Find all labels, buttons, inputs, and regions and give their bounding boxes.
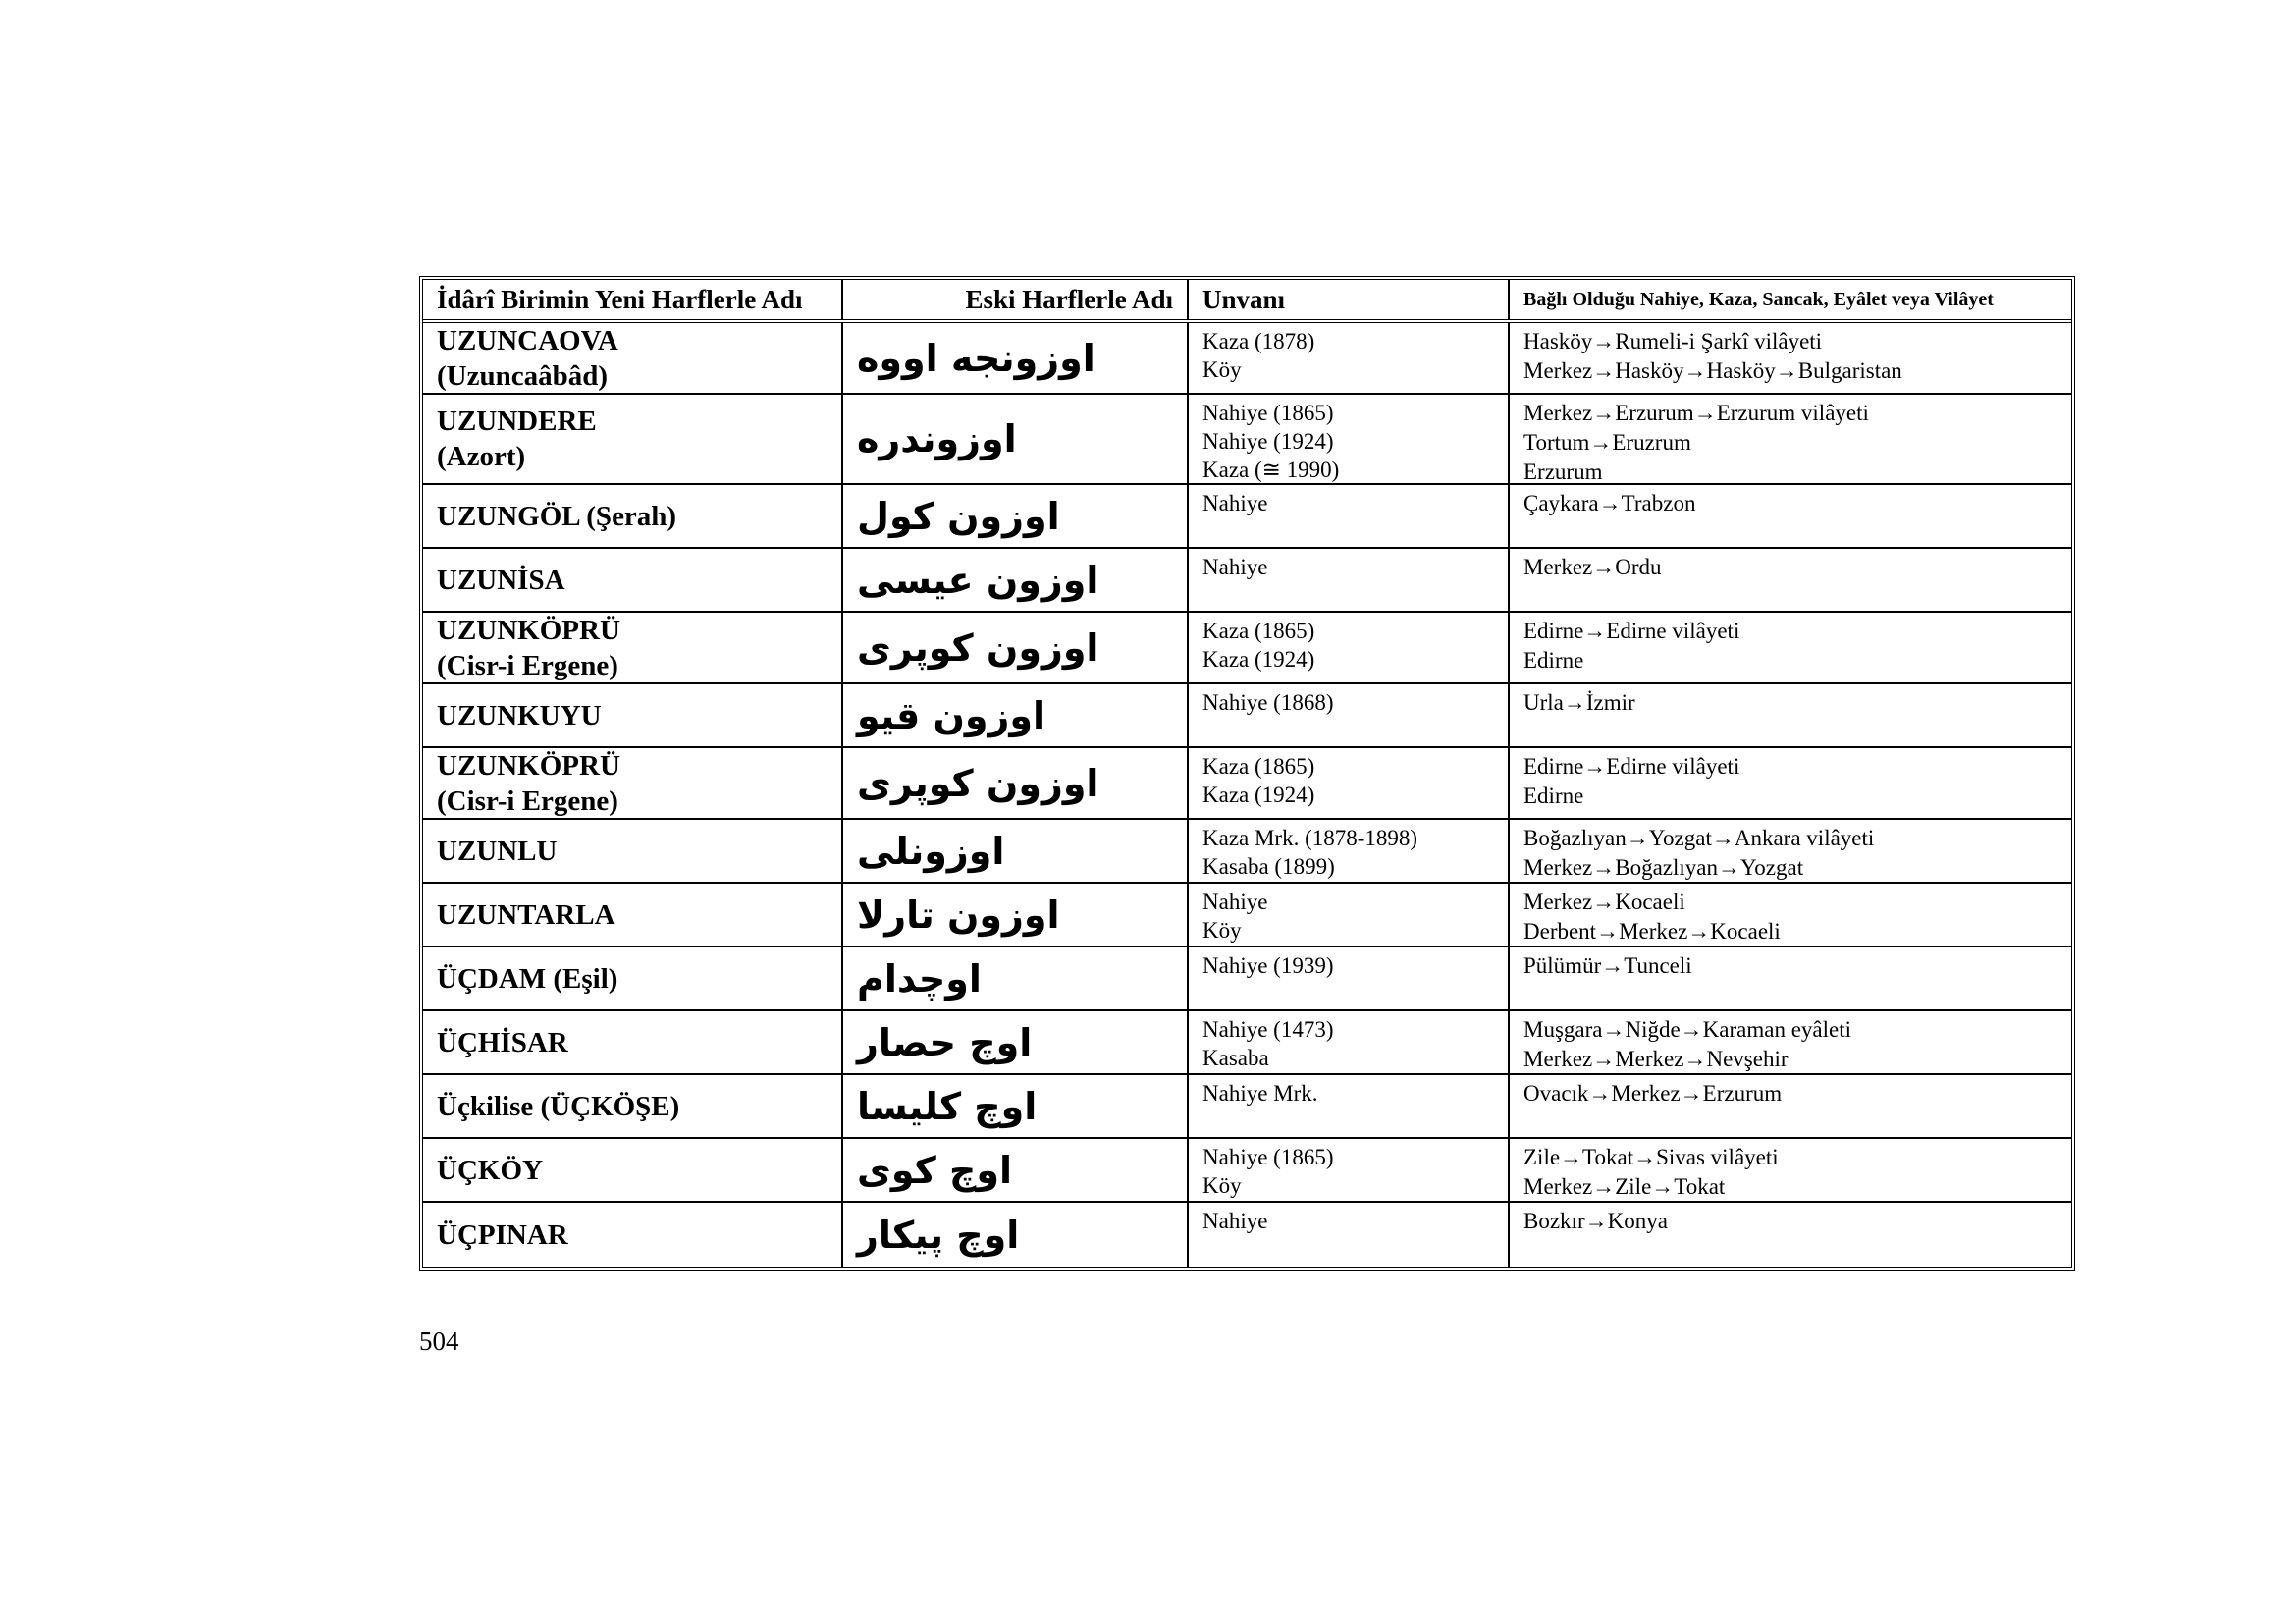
unit-title: Kaza (1865) [1202, 754, 1315, 779]
unit-name-cell [423, 820, 843, 882]
unit-title: Nahiye (1924) [1202, 429, 1334, 454]
old-name-cell: اوچدام [843, 947, 1189, 1009]
affiliation-cell [1510, 323, 2071, 393]
title-cell [1189, 1075, 1510, 1137]
title-cell [1189, 613, 1510, 682]
header-title: Unvanı [1189, 280, 1510, 319]
unit-title: Nahiye [1202, 890, 1268, 914]
affiliation-path: Ovacık→Merkez→Erzurum [1523, 1081, 1783, 1106]
table-row [423, 1011, 2071, 1075]
unit-title: Köy [1202, 918, 1242, 943]
unit-title: Kasaba (1899) [1202, 854, 1335, 879]
affiliation-cell [1510, 613, 2071, 682]
table-row [423, 395, 2071, 485]
old-name-cell: اوزون كوپرى [843, 613, 1189, 682]
affiliation-cell [1510, 549, 2071, 611]
table-row [423, 1203, 2071, 1267]
unit-title: Nahiye [1202, 491, 1268, 515]
unit-title: Kaza (1924) [1202, 647, 1315, 672]
affiliation-path: Edirne [1523, 784, 1584, 808]
unit-title: Nahiye Mrk. [1202, 1081, 1318, 1106]
unit-title: Nahiye [1202, 1209, 1268, 1233]
title-cell [1189, 1203, 1510, 1267]
unit-name: UZUNKUYU [437, 699, 602, 731]
unit-name-cell [423, 1011, 843, 1073]
unit-name: UZUNKÖPRÜ [437, 614, 620, 646]
affiliation-cell [1510, 485, 2071, 547]
affiliation-cell [1510, 1011, 2071, 1073]
affiliation-path: Edirne→Edirne vilâyeti [1523, 754, 1740, 779]
affiliation-path: Merkez→Hasköy→Hasköy→Bulgaristan [1523, 358, 1902, 383]
old-name-cell: اوچ كوى [843, 1139, 1189, 1201]
table-row [423, 947, 2071, 1011]
table-row [423, 323, 2071, 395]
unit-title: Nahiye (1939) [1202, 953, 1334, 978]
title-cell [1189, 1011, 1510, 1073]
affiliation-path: Bozkır→Konya [1523, 1209, 1668, 1233]
unit-title: Nahiye (1865) [1202, 401, 1334, 425]
unit-name: UZUNGÖL (Şerah) [437, 500, 677, 532]
unit-title: Nahiye [1202, 555, 1268, 579]
old-name-cell: اوزونلى [843, 820, 1189, 882]
title-cell [1189, 884, 1510, 946]
unit-name-cell [423, 549, 843, 611]
unit-name-cell [423, 613, 843, 682]
table-header-row [423, 280, 2071, 323]
unit-name: ÜÇDAM (Eşil) [437, 962, 618, 995]
unit-name: UZUNKÖPRÜ [437, 749, 620, 782]
affiliation-path: Merkez→Merkez→Nevşehir [1523, 1047, 1789, 1071]
unit-name-cell [423, 884, 843, 946]
unit-name-cell [423, 1139, 843, 1201]
title-cell [1189, 485, 1510, 547]
table-row [423, 820, 2071, 884]
affiliation-cell [1510, 684, 2071, 746]
unit-title: Kasaba [1202, 1046, 1269, 1070]
unit-title: Nahiye (1865) [1202, 1145, 1334, 1169]
affiliation-cell [1510, 1139, 2071, 1201]
affiliation-cell [1510, 820, 2071, 882]
title-cell [1189, 748, 1510, 818]
old-name-cell: اوچ پيكار [843, 1203, 1189, 1267]
table-row [423, 485, 2071, 549]
table-row [423, 1075, 2071, 1139]
unit-title: Kaza Mrk. (1878-1898) [1202, 826, 1418, 850]
affiliation-path: Merkez→Erzurum→Erzurum vilâyeti [1523, 401, 1869, 425]
affiliation-path: Zile→Tokat→Sivas vilâyeti [1523, 1145, 1779, 1169]
settlement-table [419, 276, 2075, 1271]
affiliation-cell [1510, 947, 2071, 1009]
unit-name: ÜÇPINAR [437, 1218, 568, 1251]
unit-name-cell [423, 947, 843, 1009]
table-body [423, 323, 2071, 1267]
unit-name: UZUNDERE [437, 406, 597, 437]
old-name-cell: اوزون كوپرى [843, 748, 1189, 818]
unit-name-cell [423, 485, 843, 547]
table-row [423, 684, 2071, 748]
unit-title: Köy [1202, 357, 1242, 382]
unit-title: Köy [1202, 1173, 1242, 1198]
unit-name: ÜÇKÖY [437, 1154, 543, 1186]
affiliation-path: Merkez→Boğazlıyan→Yozgat [1523, 855, 1804, 880]
old-name-cell: اوچ كليسا [843, 1075, 1189, 1137]
table-row [423, 549, 2071, 613]
table-row [423, 748, 2071, 820]
unit-name: UZUNİSA [437, 564, 565, 596]
affiliation-path: Hasköy→Rumeli-i Şarkî vilâyeti [1523, 329, 1823, 353]
old-name-cell: اوزون قيو [843, 684, 1189, 746]
old-name-cell: اوزونجه اووه [843, 323, 1189, 393]
affiliation-path: Boğazlıyan→Yozgat→Ankara vilâyeti [1523, 826, 1875, 850]
unit-title: Kaza (≅ 1990) [1202, 458, 1340, 482]
unit-name: UZUNTARLA [437, 898, 615, 931]
unit-name: UZUNLU [437, 835, 558, 867]
affiliation-path: Çaykara→Trabzon [1523, 491, 1696, 515]
title-cell [1189, 820, 1510, 882]
unit-name: UZUNCAOVA [437, 324, 618, 356]
unit-name-cell [423, 323, 843, 393]
affiliation-path: Edirne→Edirne vilâyeti [1523, 619, 1740, 643]
old-name-cell: اوزون تارلا [843, 884, 1189, 946]
title-cell [1189, 1139, 1510, 1201]
title-cell [1189, 684, 1510, 746]
old-name-cell: اوزون عيسى [843, 549, 1189, 611]
affiliation-path: Tortum→Eruzrum [1523, 430, 1691, 455]
affiliation-path: Muşgara→Niğde→Karaman eyâleti [1523, 1017, 1852, 1042]
unit-name: Üçkilise (ÜÇKÖŞE) [437, 1090, 680, 1122]
affiliation-cell [1510, 748, 2071, 818]
affiliation-cell [1510, 1075, 2071, 1137]
affiliation-path: Merkez→Kocaeli [1523, 890, 1685, 914]
unit-name: ÜÇHİSAR [437, 1026, 568, 1058]
header-name: İdârî Birimin Yeni Harflerle Adı [423, 280, 843, 319]
unit-name-cell [423, 1075, 843, 1137]
affiliation-cell [1510, 884, 2071, 946]
affiliation-path: Pülümür→Tunceli [1523, 953, 1692, 978]
unit-name-cell [423, 1203, 843, 1267]
header-old-name: Eski Harflerle Adı [843, 280, 1189, 319]
unit-name: (Cisr-i Ergene) [437, 649, 618, 681]
page-number: 504 [419, 1326, 459, 1356]
affiliation-path: Edirne [1523, 648, 1584, 673]
unit-title: Kaza (1865) [1202, 619, 1315, 643]
old-name-cell: اوزون كول [843, 485, 1189, 547]
table-row [423, 1139, 2071, 1203]
affiliation-path: Merkez→Zile→Tokat [1523, 1174, 1726, 1199]
title-cell [1189, 395, 1510, 483]
unit-title: Kaza (1878) [1202, 329, 1315, 353]
unit-name: (Uzuncaâbâd) [437, 359, 609, 392]
affiliation-cell [1510, 1203, 2071, 1267]
old-name-cell: اوزوندره [843, 395, 1189, 483]
affiliation-cell [1510, 395, 2071, 483]
unit-title: Kaza (1924) [1202, 783, 1315, 807]
unit-name: (Azort) [437, 441, 526, 472]
old-name-cell: اوچ حصار [843, 1011, 1189, 1073]
unit-title: Nahiye (1473) [1202, 1017, 1334, 1042]
unit-title: Nahiye (1868) [1202, 690, 1334, 715]
affiliation-path: Erzurum [1523, 460, 1603, 483]
unit-name-cell [423, 684, 843, 746]
affiliation-path: Derbent→Merkez→Kocaeli [1523, 919, 1781, 944]
unit-name-cell [423, 395, 843, 483]
title-cell [1189, 323, 1510, 393]
affiliation-path: Merkez→Ordu [1523, 555, 1662, 579]
title-cell [1189, 947, 1510, 1009]
title-cell [1189, 549, 1510, 611]
table-row [423, 613, 2071, 684]
unit-name: (Cisr-i Ergene) [437, 785, 618, 817]
header-affiliation: Bağlı Olduğu Nahiye, Kaza, Sancak, Eyâlet veya Vilâyet [1523, 289, 1994, 310]
affiliation-path: Urla→İzmir [1523, 690, 1635, 715]
table-row [423, 884, 2071, 947]
unit-name-cell [423, 748, 843, 818]
